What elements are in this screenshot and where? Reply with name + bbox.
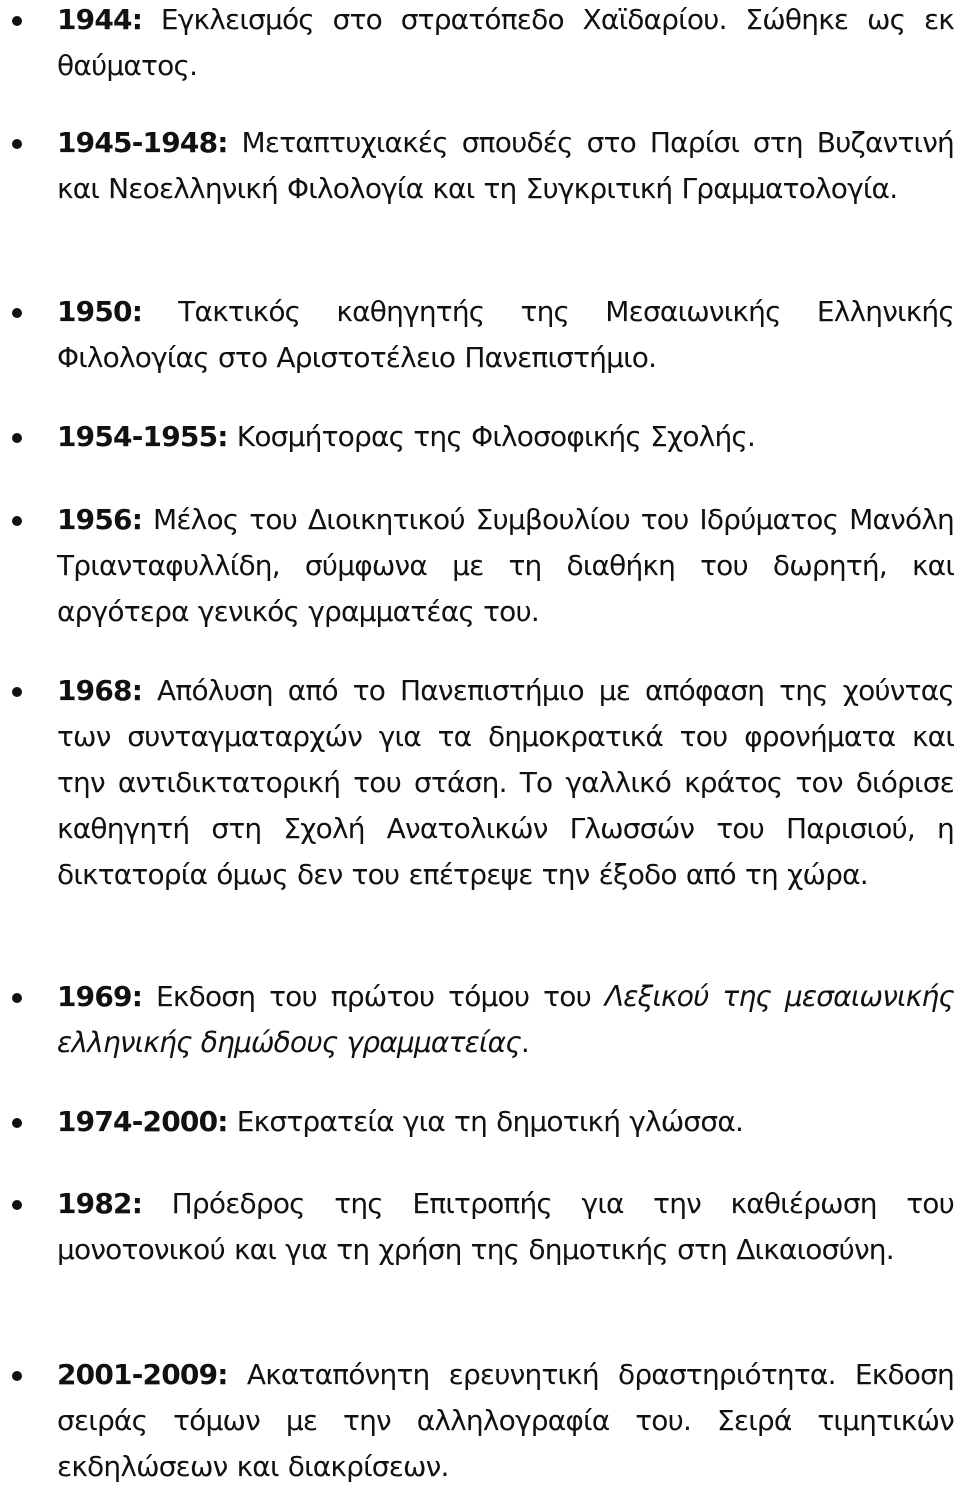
bullet-icon	[12, 1371, 22, 1381]
entry-description: Τακτικός καθηγητής της Μεσαιωνικής Ελληνικής Φιλολογίας στο Αριστοτέλειο Πανεπιστήμιο.	[57, 295, 954, 374]
entry-text	[57, 289, 954, 381]
bullet-icon	[12, 433, 22, 443]
bullet-icon	[12, 993, 22, 1003]
entry-year: 1945-1948:	[57, 126, 228, 159]
entry-description: Εκδοση του πρώτου τόμου του	[142, 980, 605, 1013]
entry-year: 1969:	[57, 980, 143, 1013]
entry-description: Εγκλεισμός στο στρατόπεδο Χαϊδαρίου. Σώθηκε ως εκ θαύματος.	[57, 3, 954, 82]
bullet-icon	[12, 139, 22, 149]
entry-description: Μέλος του Διοικητικού Συμβουλίου του Ιδρύματος Μανόλη Τριανταφυλλίδη, σύμφωνα με τη διαθήκη του δωρητή, και αργότερα γενικός γραμματέας του.	[57, 503, 954, 628]
lexicon-title: Λεξικού της μεσαιωνικής ελληνικής δημώδους γραμματείας	[57, 980, 954, 1059]
entry-description: Ακαταπόνητη ερευνητική δραστηριότητα. Εκδοση σειράς τόμων με την αλληλογραφία του. Σειρά τιμητικών εκδηλώσεων και διακρίσεων.	[57, 1358, 954, 1483]
bullet-icon	[12, 1118, 22, 1128]
entry-year: 1956:	[57, 503, 143, 536]
entry-year: 1974-2000:	[57, 1105, 228, 1138]
bullet-icon	[12, 1200, 22, 1210]
entry-description: Εκστρατεία για τη δημοτική γλώσσα.	[227, 1105, 744, 1138]
entry-description: Κοσμήτορας της Φιλοσοφικής Σχολής.	[227, 420, 756, 453]
entry-year: 1950:	[57, 295, 143, 328]
bullet-icon	[12, 308, 22, 318]
entry-text	[57, 414, 954, 460]
entry-description: Πρόεδρος της Επιτροπής για την καθιέρωση του μονοτονικού και για τη χρήση της δημοτικής στη Δικαιοσύνη.	[57, 1187, 954, 1266]
entry-text	[57, 0, 954, 89]
entry-year: 1954-1955:	[57, 420, 228, 453]
entry-text	[57, 1352, 954, 1490]
entry-text	[57, 1099, 954, 1145]
entry-text	[57, 974, 954, 1066]
bullet-icon	[12, 516, 22, 526]
entry-text	[57, 668, 954, 898]
entry-text	[57, 497, 954, 635]
entry-text	[57, 1181, 954, 1273]
entry-description: Απόλυση από το Πανεπιστήμιο με απόφαση της χούντας των συνταγματαρχών για τα δημοκρατικά του φρονήματα και την αντιδικτατορική του στάση. Το γαλλικό κράτος τον διόρισε καθηγητή στη Σχολή Ανατολικών Γλωσσών του Παρισιού, η δικτατορία όμως δεν του επέτρεψε την έξοδο από τη χώρα.	[57, 674, 954, 891]
entry-year: 1968:	[57, 674, 143, 707]
entry-description-tail: .	[520, 1026, 530, 1059]
entry-year: 2001-2009:	[57, 1358, 228, 1391]
entry-text	[57, 120, 954, 212]
bullet-icon	[12, 687, 22, 697]
entry-description: Μεταπτυχιακές σπουδές στο Παρίσι στη Βυζαντινή και Νεοελληνική Φιλολογία και τη Συγκριτική Γραμματολογία.	[57, 126, 954, 205]
entry-year: 1944:	[57, 3, 143, 36]
bullet-icon	[12, 16, 22, 26]
entry-year: 1982:	[57, 1187, 143, 1220]
